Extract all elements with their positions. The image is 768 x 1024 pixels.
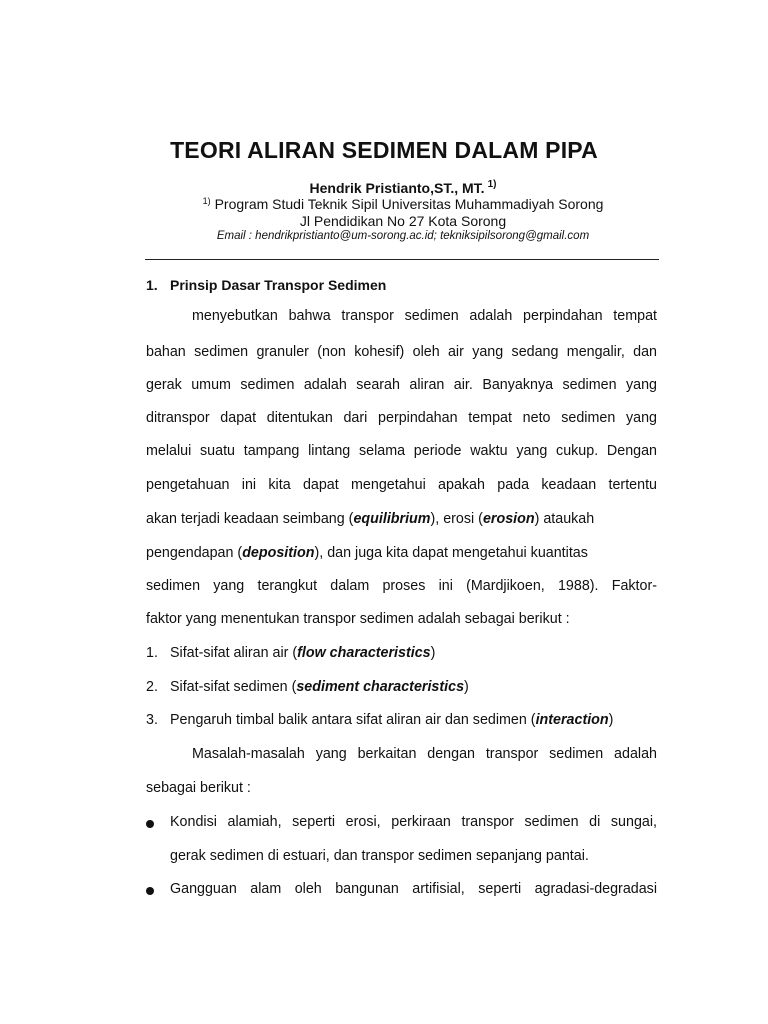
text-run: ) xyxy=(608,712,614,728)
text-run: pengendapan ( xyxy=(146,545,243,561)
list-number: 1. xyxy=(146,645,158,661)
term-deposition: deposition xyxy=(242,545,315,561)
paragraph-line xyxy=(146,545,657,561)
paragraph-line: bahan sedimen granuler (non kohesif) oleh air yang sedang mengalir, dan xyxy=(146,344,657,360)
paragraph-line: melalui suatu tampang lintang selama periode waktu yang cukup. Dengan xyxy=(146,443,657,459)
text-run: ) xyxy=(430,645,436,661)
list-item xyxy=(146,645,657,661)
text-run: ) xyxy=(464,679,469,695)
paragraph-line: ditranspor dapat ditentukan dari perpindahan tempat neto sedimen yang xyxy=(146,410,657,426)
section-heading xyxy=(146,277,386,293)
paragraph-line: faktor yang menentukan transpor sedimen adalah sebagai berikut : xyxy=(146,611,570,627)
paragraph-line: gerak umum sedimen adalah searah aliran air. Banyaknya sedimen yang xyxy=(146,377,657,393)
paragraph-line: menyebutkan bahwa transpor sedimen adalah perpindahan tempat xyxy=(192,308,657,324)
text-run: ), dan juga kita dapat mengetahui kuantitas xyxy=(314,545,588,561)
term-interaction: interaction xyxy=(535,712,609,728)
text-run: ), erosi ( xyxy=(430,511,483,527)
header-divider xyxy=(145,259,659,260)
list-item xyxy=(146,712,657,728)
term-erosion: erosion xyxy=(482,511,535,527)
text-run: ) ataukah xyxy=(534,511,595,527)
text-run: Pengaruh timbal balik antara sifat aliran air dan sedimen ( xyxy=(170,712,536,728)
list-number: 2. xyxy=(146,679,158,695)
paragraph-line: Masalah-masalah yang berkaitan dengan transpor sedimen adalah xyxy=(192,746,657,762)
author-line xyxy=(0,179,768,196)
section-title: Prinsip Dasar Transpor Sedimen xyxy=(170,277,387,293)
paragraph-line: sedimen yang terangkut dalam proses ini (Mardjikoen, 1988). Faktor- xyxy=(146,578,657,594)
bullet-line: gerak sedimen di estuari, dan transpor sedimen sepanjang pantai. xyxy=(170,848,589,864)
section-number: 1. xyxy=(146,277,158,293)
text-run: Sifat-sifat aliran air ( xyxy=(170,645,298,661)
bullet-icon xyxy=(146,820,154,828)
affiliation-superscript: 1) xyxy=(202,196,211,206)
term-equilibrium: equilibrium xyxy=(353,511,431,527)
email-line: Email : hendrikpristianto@um-sorong.ac.id; tekniksipilsorong@gmail.com xyxy=(216,230,590,242)
paragraph-line: sebagai berikut : xyxy=(146,780,251,796)
bullet-icon xyxy=(146,887,154,895)
text-run: akan terjadi keadaan seimbang ( xyxy=(146,511,354,527)
author-name: Hendrik Pristianto,ST., MT. xyxy=(309,180,485,196)
document-title: TEORI ALIRAN SEDIMEN DALAM PIPA xyxy=(170,137,598,163)
bullet-line: Gangguan alam oleh bangunan artifisial, seperti agradasi-degradasi xyxy=(170,881,657,897)
affiliation-line xyxy=(0,196,768,212)
list-item xyxy=(146,679,657,695)
text-run: Sifat-sifat sedimen ( xyxy=(170,679,297,695)
paragraph-line: pengetahuan ini kita dapat mengetahui apakah pada keadaan tertentu xyxy=(146,477,657,493)
affiliation-text: Program Studi Teknik Sipil Universitas Muhammadiyah Sorong xyxy=(214,196,604,212)
paragraph-line xyxy=(146,511,657,527)
text-span xyxy=(146,511,594,527)
term-flow-characteristics: flow characteristics xyxy=(297,645,431,661)
bullet-line: Kondisi alamiah, seperti erosi, perkiraan transpor sedimen di sungai, xyxy=(170,814,657,830)
author-superscript: 1) xyxy=(487,179,497,190)
address-line: Jl Pendidikan No 27 Kota Sorong xyxy=(299,213,507,229)
list-number: 3. xyxy=(146,712,158,728)
term-sediment-characteristics: sediment characteristics xyxy=(296,679,465,695)
